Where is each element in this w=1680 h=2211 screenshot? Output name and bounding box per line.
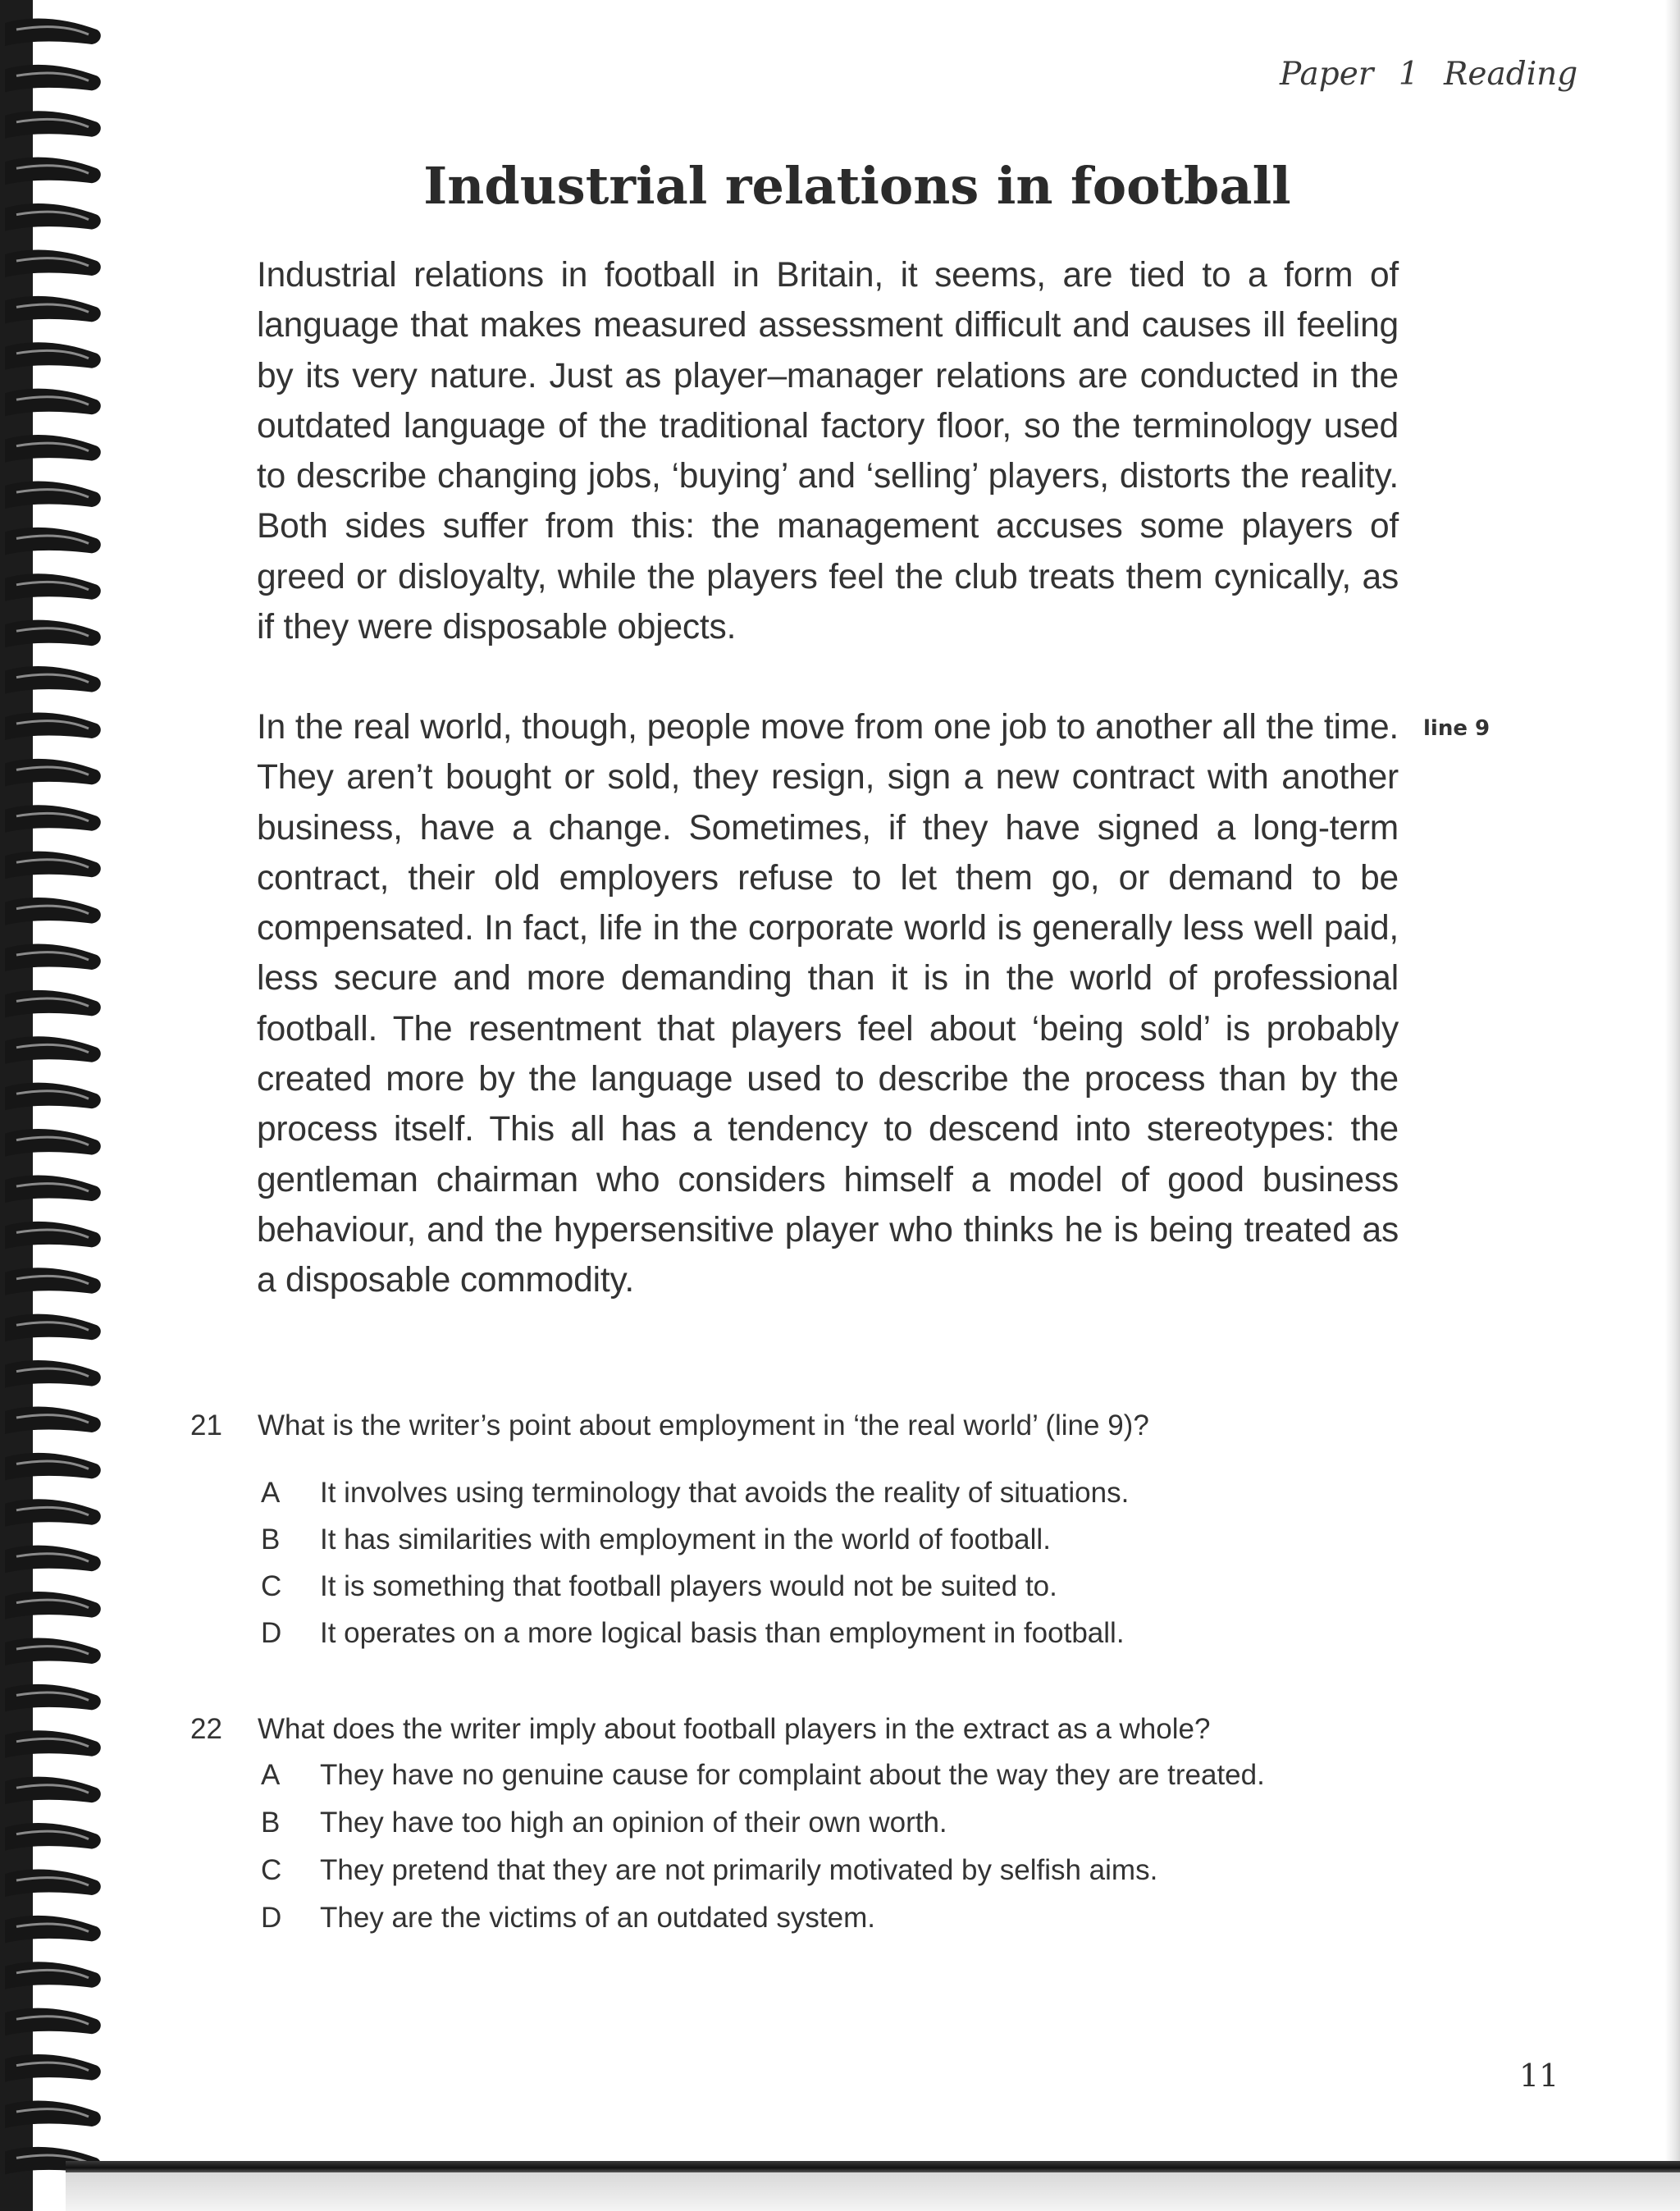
- option-letter: D: [261, 1902, 282, 1934]
- passage-paragraph-2: In the real world, though, people move from one job to another all the time. They aren’t bought or sold, they resign, sign a new contract with another business, have a change. Sometimes, if they have signed a long-term contract, their old employers refuse to let them go, or demand to be compensated. In fact, life in the corporate world is generally less well paid, less secure and more demanding than it is in the world of professional football. The resentment that players feel about ‘being sold’ is probably created more by the language used to describe the process than by the process itself. This all has a tendency to descend into stereotypes: the gentleman chairman who considers himself a model of good business behaviour, and the hypersensitive player who thinks he is being treated as a disposable commodity.: [257, 708, 1399, 1300]
- question-number: 22: [190, 1713, 222, 1745]
- option-text: It is something that football players would not be suited to.: [320, 1570, 1057, 1602]
- binding-coil: [5, 1916, 101, 1944]
- option-letter: B: [261, 1523, 281, 1555]
- option-22-d[interactable]: [261, 1902, 875, 1935]
- passage-paragraph-1: Industrial relations in football in Britain, it seems, are tied to a form of language that makes measured assessment difficult and causes ill feeling by its very nature. Just as player–manager relations are conducted in the outdated language of the traditional factory floor, so the terminology used to describe changing jobs, ‘buying’ and ‘selling’ players, distorts the reality. Both sides suffer from this: the management accuses some players of greed or disloyalty, while the players feel the club treats them cynically, as if they were disposable objects.: [257, 256, 1399, 647]
- binding-coil: [5, 1129, 101, 1157]
- binding-coil: [5, 1083, 101, 1111]
- binding-coil: [5, 65, 101, 93]
- option-letter: C: [261, 1570, 282, 1602]
- binding-coil: [5, 2100, 101, 2128]
- binding-coil: [5, 1360, 101, 1388]
- option-text: They have too high an opinion of their own worth.: [320, 1807, 947, 1839]
- binding-coil: [5, 1592, 101, 1619]
- binding-coil: [5, 1823, 101, 1851]
- binding-coil: [5, 1036, 101, 1064]
- page-edge-shadow: [1665, 0, 1680, 2211]
- option-text: They are the victims of an outdated system.: [320, 1902, 875, 1934]
- binding-coil: [5, 898, 101, 925]
- binding-coil: [5, 1730, 101, 1758]
- option-text: They pretend that they are not primarily motivated by selfish aims.: [320, 1854, 1158, 1886]
- binding-coil: [5, 943, 101, 971]
- article-title: Industrial relations in football: [423, 156, 1291, 216]
- binding-coil: [5, 1684, 101, 1712]
- binding-coil: [5, 2054, 101, 2082]
- binding-coil: [5, 1638, 101, 1665]
- option-letter: B: [261, 1807, 281, 1839]
- binding-coil: [5, 1222, 101, 1249]
- binding-coil: [5, 1499, 101, 1527]
- binding-coil: [5, 2008, 101, 2036]
- option-text: It involves using terminology that avoids the reality of situations.: [320, 1477, 1130, 1509]
- option-21-b[interactable]: [261, 1523, 1051, 1556]
- binding-coil: [5, 1406, 101, 1434]
- binding-coil: [5, 1869, 101, 1897]
- binding-coil: [5, 528, 101, 555]
- binding-coil: [5, 1777, 101, 1805]
- binding-coil: [5, 712, 101, 740]
- question-stem: What is the writer’s point about employment in ‘the real world’ (line 9)?: [258, 1409, 1149, 1441]
- option-text: It has similarities with employment in the world of football.: [320, 1523, 1051, 1555]
- question-number: 21: [190, 1409, 222, 1441]
- question-stem: What does the writer imply about football players in the extract as a whole?: [258, 1713, 1211, 1745]
- option-letter: D: [261, 1617, 282, 1649]
- binding-coil: [5, 389, 101, 417]
- binding-coil: [5, 296, 101, 324]
- option-letter: C: [261, 1854, 282, 1886]
- binding-coil: [5, 759, 101, 787]
- option-letter: A: [261, 1477, 281, 1509]
- binding-coil: [5, 573, 101, 601]
- page-bottom-shadow: [66, 2172, 1680, 2211]
- option-letter: A: [261, 1759, 281, 1791]
- binding-coil: [5, 111, 101, 139]
- binding-coil: [5, 18, 101, 46]
- binding-coil: [5, 620, 101, 648]
- binding-coil: [5, 1314, 101, 1342]
- running-head: [1280, 56, 1578, 93]
- option-21-d[interactable]: [261, 1617, 1125, 1650]
- option-22-c[interactable]: [261, 1854, 1157, 1887]
- binding-coil: [5, 1175, 101, 1203]
- binding-coil: [5, 852, 101, 879]
- page-number: 11: [1519, 2058, 1559, 2094]
- option-22-b[interactable]: [261, 1807, 947, 1839]
- option-22-a[interactable]: [261, 1759, 1265, 1792]
- option-text: They have no genuine cause for complaint about the way they are treated.: [320, 1759, 1265, 1791]
- page-bottom-edge: [66, 2161, 1680, 2172]
- binding-coil: [5, 203, 101, 231]
- binding-coil: [5, 1546, 101, 1574]
- binding-coil: [5, 1268, 101, 1295]
- line-marker: line 9: [1423, 716, 1491, 741]
- option-21-a[interactable]: [261, 1477, 1129, 1510]
- binding-coil: [5, 481, 101, 509]
- binding-coil: [5, 249, 101, 277]
- running-head-section: Reading: [1444, 56, 1578, 93]
- binding-coil: [5, 666, 101, 694]
- running-head-paper: Paper 1: [1280, 56, 1419, 93]
- binding-coil: [5, 1453, 101, 1481]
- binding-coil: [5, 342, 101, 370]
- option-21-c[interactable]: [261, 1570, 1057, 1603]
- binding-coil: [5, 1962, 101, 1989]
- binding-coil: [5, 805, 101, 833]
- binding-coil: [5, 158, 101, 185]
- binding-coil: [5, 435, 101, 463]
- spiral-binding: [0, 0, 115, 2211]
- option-text: It operates on a more logical basis than employment in football.: [320, 1617, 1125, 1649]
- binding-coil: [5, 990, 101, 1018]
